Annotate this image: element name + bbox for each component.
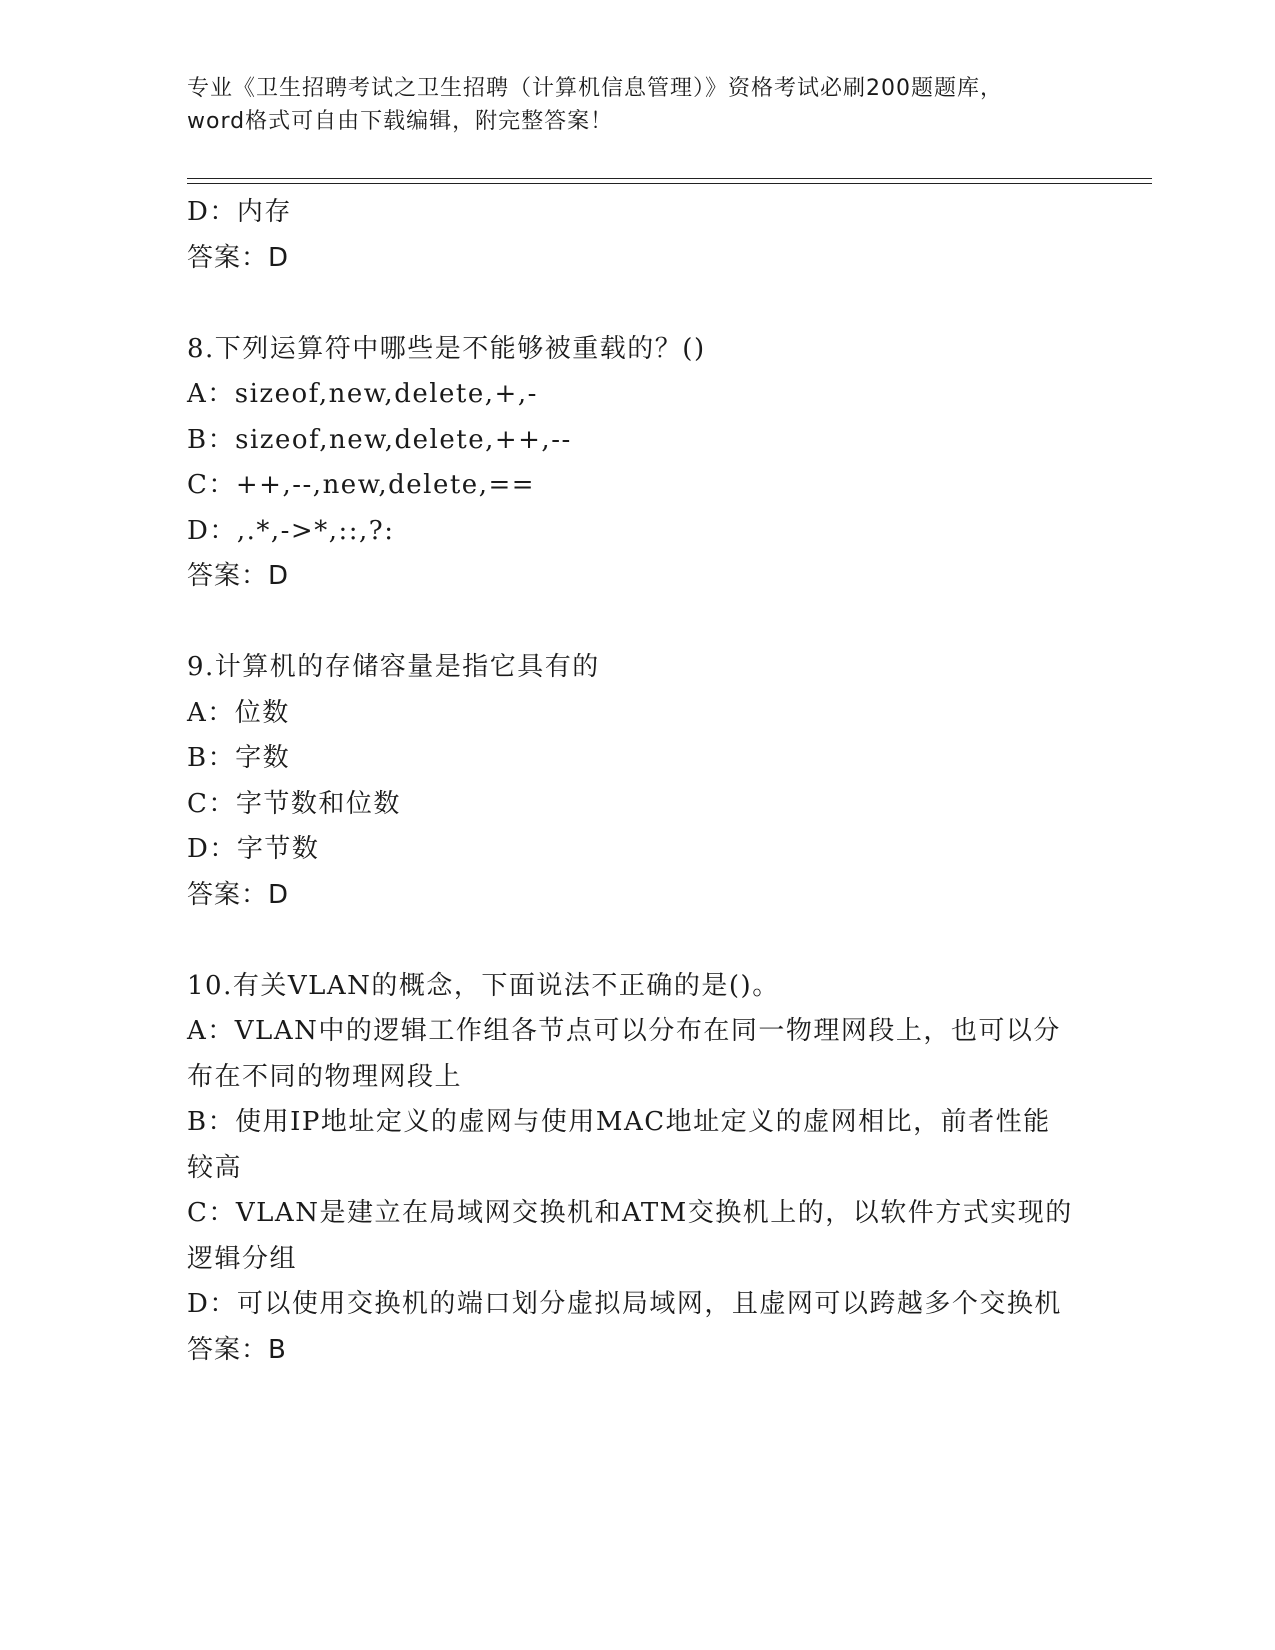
option-a: A：VLAN中的逻辑工作组各节点可以分布在同一物理网段上，也可以分布在不同的物理网段上 xyxy=(187,1016,1061,1092)
question-list xyxy=(187,190,1087,1373)
header-divider-top xyxy=(187,178,1152,179)
option-b: B：使用IP地址定义的虚网与使用MAC地址定义的虚网相比，前者性能较高 xyxy=(187,1107,1051,1183)
question-8 xyxy=(187,327,1087,600)
option-d: D：,.*,->*,::,?: xyxy=(187,515,395,546)
option-c: C：字节数和位数 xyxy=(187,788,401,819)
spacer xyxy=(187,281,1087,327)
option-d: D：可以使用交换机的端口划分虚拟局域网，且虚网可以跨越多个交换机 xyxy=(187,1289,1062,1319)
option-a: A：sizeof,new,delete,+,- xyxy=(187,379,538,409)
document-header xyxy=(187,72,1087,138)
question-stem: 8.下列运算符中哪些是不能够被重载的？() xyxy=(187,333,706,364)
option-d: D：字节数 xyxy=(187,834,320,864)
answer-line: 答案：D xyxy=(187,561,290,591)
option-a: A：位数 xyxy=(187,697,290,728)
option-b: B：sizeof,new,delete,++,-- xyxy=(187,424,572,455)
header-title-line-2: word格式可自由下载编辑，附完整答案！ xyxy=(187,109,614,134)
option-d: D：内存 xyxy=(187,197,292,227)
option-c: C：++,--,new,delete,== xyxy=(187,470,536,500)
answer-line: 答案：D xyxy=(187,879,290,910)
prev-question-tail xyxy=(187,190,1087,281)
spacer xyxy=(187,918,1087,964)
option-c: C：VLAN是建立在局域网交换机和ATM交换机上的，以软件方式实现的逻辑分组 xyxy=(187,1198,1073,1274)
answer-line: 答案：D xyxy=(187,242,290,273)
question-9 xyxy=(187,645,1087,918)
question-stem: 9.计算机的存储容量是指它具有的 xyxy=(187,652,600,682)
question-stem: 10.有关VLAN的概念，下面说法不正确的是()。 xyxy=(187,970,780,1001)
option-b: B：字数 xyxy=(187,743,291,773)
header-divider-bottom xyxy=(187,183,1152,184)
header-title-line-1: 专业《卫生招聘考试之卫生招聘（计算机信息管理）》资格考试必刷200题题库， xyxy=(187,76,1003,101)
question-10 xyxy=(187,964,1087,1374)
spacer xyxy=(187,600,1087,646)
answer-line: 答案：B xyxy=(187,1334,287,1365)
